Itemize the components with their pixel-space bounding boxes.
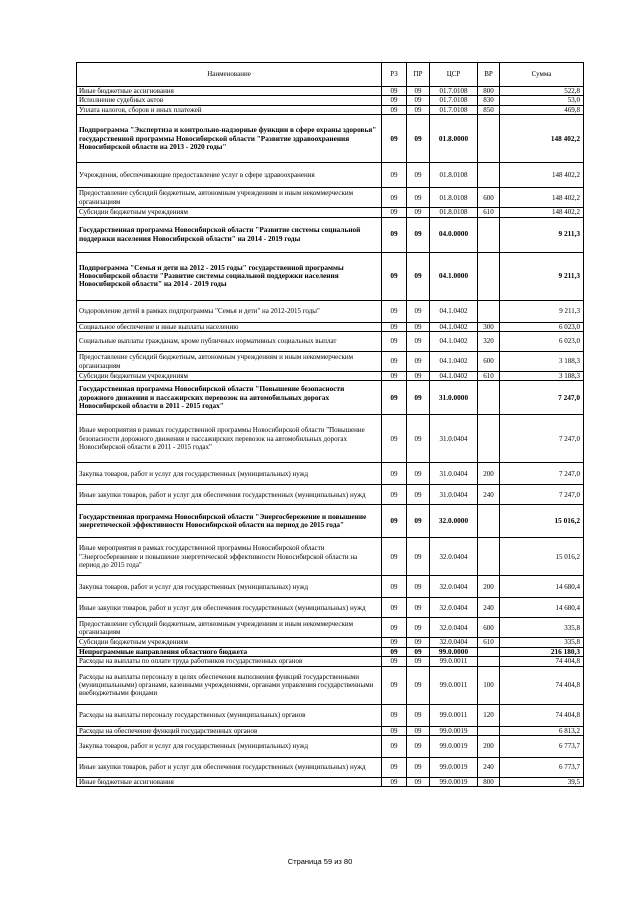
row-csr-cell: 31.0.0404	[430, 463, 478, 485]
row-vr-cell: 610	[478, 638, 500, 647]
row-csr-cell: 32.0.0404	[430, 638, 478, 647]
row-pr-cell: 09	[407, 115, 430, 163]
row-vr-cell: 800	[478, 778, 500, 787]
row-vr-cell: 240	[478, 485, 500, 505]
row-name-cell: Расходы на выплаты по оплате труда работников государственных органов	[77, 657, 382, 666]
row-pr-cell: 09	[407, 300, 430, 322]
row-sum-cell: 148 402,2	[500, 188, 584, 208]
row-sum-cell: 9 211,3	[500, 300, 584, 322]
row-rz-cell: 09	[382, 322, 407, 331]
row-csr-cell: 04.1.0402	[430, 332, 478, 352]
row-sum-cell: 3 188,3	[500, 352, 584, 372]
row-name-cell: Иные бюджетные ассигнования	[77, 778, 382, 787]
table-row	[77, 704, 584, 726]
row-sum-cell: 6 773,7	[500, 758, 584, 778]
row-pr-cell: 09	[407, 778, 430, 787]
row-name-cell: Подпрограмма "Экспертиза и контрольно-надзорные функции в сфере охраны здоровья" государственной программы Новосибирской области "Развитие здравоохранения Новосибирской области на 2013 - 2020 годы"	[77, 115, 382, 163]
row-name-cell: Субсидии бюджетным учреждениям	[77, 638, 382, 647]
row-pr-cell: 09	[407, 217, 430, 252]
row-name-cell: Закупка товаров, работ и услуг для государственных (муниципальных) нужд	[77, 463, 382, 485]
row-pr-cell: 09	[407, 372, 430, 381]
table-row	[77, 188, 584, 208]
table-row	[77, 252, 584, 300]
row-csr-cell: 99.0.0019	[430, 758, 478, 778]
row-rz-cell: 09	[382, 485, 407, 505]
row-pr-cell: 09	[407, 322, 430, 331]
row-vr-cell: 850	[478, 105, 500, 114]
row-vr-cell: 610	[478, 208, 500, 217]
row-rz-cell: 09	[382, 618, 407, 638]
row-pr-cell: 09	[407, 105, 430, 114]
row-sum-cell: 148 402,2	[500, 163, 584, 188]
row-name-cell: Расходы на обеспечение функций государственных органов	[77, 726, 382, 735]
row-csr-cell: 04.1.0000	[430, 252, 478, 300]
row-pr-cell: 09	[407, 598, 430, 618]
row-pr-cell: 09	[407, 638, 430, 647]
row-pr-cell: 09	[407, 647, 430, 656]
row-pr-cell: 09	[407, 758, 430, 778]
row-name-cell: Социальные выплаты гражданам, кроме публичных нормативных социальных выплат	[77, 332, 382, 352]
row-pr-cell: 09	[407, 505, 430, 538]
row-csr-cell: 01.7.0108	[430, 105, 478, 114]
row-vr-cell: 830	[478, 96, 500, 105]
row-vr-cell: 240	[478, 598, 500, 618]
row-sum-cell: 7 247,0	[500, 381, 584, 415]
row-vr-cell	[478, 647, 500, 656]
table-row	[77, 618, 584, 638]
row-csr-cell: 99.0.0011	[430, 657, 478, 666]
row-sum-cell: 74 404,8	[500, 666, 584, 704]
row-sum-cell: 148 402,2	[500, 115, 584, 163]
row-name-cell: Государственная программа Новосибирской области "Повышение безопасности дорожного движения и пассажирских перевозок на автомобильных дорогах Новосибирской области в 2011 - 2015 годах"	[77, 381, 382, 415]
row-csr-cell: 99.0.0000	[430, 647, 478, 656]
row-rz-cell: 09	[382, 188, 407, 208]
row-rz-cell: 09	[382, 87, 407, 96]
row-rz-cell: 09	[382, 505, 407, 538]
row-rz-cell: 09	[382, 657, 407, 666]
header-name: Наименование	[77, 63, 382, 87]
row-pr-cell: 09	[407, 618, 430, 638]
row-rz-cell: 09	[382, 415, 407, 463]
row-pr-cell: 09	[407, 208, 430, 217]
row-pr-cell: 09	[407, 704, 430, 726]
row-sum-cell: 335,8	[500, 638, 584, 647]
row-rz-cell: 09	[382, 598, 407, 618]
row-csr-cell: 31.0.0404	[430, 485, 478, 505]
row-rz-cell: 09	[382, 115, 407, 163]
row-vr-cell: 610	[478, 372, 500, 381]
row-name-cell: Предоставление субсидий бюджетным, автономным учреждениям и иным некоммерческим организациям	[77, 618, 382, 638]
table-row	[77, 736, 584, 758]
row-csr-cell: 04.1.0402	[430, 352, 478, 372]
row-vr-cell	[478, 538, 500, 576]
table-row	[77, 352, 584, 372]
row-pr-cell: 09	[407, 96, 430, 105]
row-vr-cell	[478, 115, 500, 163]
row-vr-cell	[478, 252, 500, 300]
row-name-cell: Расходы на выплаты персоналу государственных (муниципальных) органов	[77, 704, 382, 726]
row-sum-cell: 6 773,7	[500, 736, 584, 758]
row-rz-cell: 09	[382, 576, 407, 598]
row-vr-cell: 200	[478, 736, 500, 758]
table-row	[77, 778, 584, 787]
row-name-cell: Предоставление субсидий бюджетным, автономным учреждениям и иным некоммерческим организациям	[77, 352, 382, 372]
table-row	[77, 372, 584, 381]
row-sum-cell: 39,5	[500, 778, 584, 787]
table-row	[77, 666, 584, 704]
row-rz-cell: 09	[382, 300, 407, 322]
row-sum-cell: 6 023,0	[500, 322, 584, 331]
row-rz-cell: 09	[382, 105, 407, 114]
row-vr-cell: 600	[478, 188, 500, 208]
header-rz: РЗ	[382, 63, 407, 87]
row-csr-cell: 01.7.0108	[430, 96, 478, 105]
row-pr-cell: 09	[407, 381, 430, 415]
row-sum-cell: 9 211,3	[500, 252, 584, 300]
row-csr-cell: 99.0.0011	[430, 704, 478, 726]
row-sum-cell: 7 247,0	[500, 415, 584, 463]
row-csr-cell: 01.8.0108	[430, 163, 478, 188]
row-name-cell: Предоставление субсидий бюджетным, автономным учреждениям и иным некоммерческим организациям	[77, 188, 382, 208]
row-pr-cell: 09	[407, 332, 430, 352]
row-vr-cell	[478, 415, 500, 463]
row-name-cell: Закупка товаров, работ и услуг для государственных (муниципальных) нужд	[77, 736, 382, 758]
table-row	[77, 332, 584, 352]
row-name-cell: Иные бюджетные ассигнования	[77, 87, 382, 96]
row-name-cell: Подпрограмма "Семья и дети на 2012 - 2015 годы" государственной программы Новосибирской области "Развитие системы социальной поддержки населения Новосибирской области" на 2014 - 2019 годы	[77, 252, 382, 300]
row-name-cell: Оздоровление детей в рамках подпрограммы "Семья и дети" на 2012-2015 годы"	[77, 300, 382, 322]
row-vr-cell: 240	[478, 758, 500, 778]
table-row	[77, 105, 584, 114]
row-rz-cell: 09	[382, 217, 407, 252]
row-csr-cell: 32.0.0000	[430, 505, 478, 538]
row-sum-cell: 15 016,2	[500, 505, 584, 538]
row-sum-cell: 522,8	[500, 87, 584, 96]
row-vr-cell: 600	[478, 618, 500, 638]
row-vr-cell: 320	[478, 332, 500, 352]
row-sum-cell: 335,8	[500, 618, 584, 638]
table-row	[77, 163, 584, 188]
row-name-cell: Иные мероприятия в рамках государственной программы Новосибирской области "Повышение безопасности дорожного движения и пассажирских перевозок на автомобильных дорогах Новосибирской области в 2011 - 2015 годах"	[77, 415, 382, 463]
row-csr-cell: 99.0.0019	[430, 726, 478, 735]
header-pr: ПР	[407, 63, 430, 87]
table-row	[77, 726, 584, 735]
row-pr-cell: 09	[407, 485, 430, 505]
row-pr-cell: 09	[407, 415, 430, 463]
row-vr-cell	[478, 505, 500, 538]
row-vr-cell: 200	[478, 576, 500, 598]
row-vr-cell	[478, 657, 500, 666]
row-sum-cell: 3 188,3	[500, 372, 584, 381]
row-sum-cell: 7 247,0	[500, 463, 584, 485]
row-rz-cell: 09	[382, 208, 407, 217]
header-vr: ВР	[478, 63, 500, 87]
row-csr-cell: 32.0.0404	[430, 576, 478, 598]
row-csr-cell: 04.1.0402	[430, 300, 478, 322]
row-rz-cell: 09	[382, 758, 407, 778]
row-rz-cell: 09	[382, 352, 407, 372]
row-name-cell: Расходы на выплаты персоналу в целях обеспечения выполнения функций государственными (муниципальными) органами, казенными учреждениями, органами управления государственными внебюджетными фондами	[77, 666, 382, 704]
row-vr-cell: 600	[478, 352, 500, 372]
row-name-cell: Иные закупки товаров, работ и услуг для обеспечения государственных (муниципальных) нужд	[77, 758, 382, 778]
row-rz-cell: 09	[382, 647, 407, 656]
row-name-cell: Уплата налогов, сборов и иных платежей	[77, 105, 382, 114]
table-body	[77, 87, 584, 787]
table-row	[77, 657, 584, 666]
row-name-cell: Субсидии бюджетным учреждениям	[77, 208, 382, 217]
row-csr-cell: 01.8.0000	[430, 115, 478, 163]
table-row	[77, 505, 584, 538]
row-rz-cell: 09	[382, 704, 407, 726]
row-sum-cell: 9 211,3	[500, 217, 584, 252]
table-row	[77, 647, 584, 656]
budget-table-container	[76, 62, 583, 787]
row-vr-cell	[478, 300, 500, 322]
row-vr-cell: 800	[478, 87, 500, 96]
row-csr-cell: 01.7.0108	[430, 87, 478, 96]
row-pr-cell: 09	[407, 726, 430, 735]
row-csr-cell: 32.0.0404	[430, 598, 478, 618]
row-vr-cell	[478, 217, 500, 252]
row-name-cell: Субсидии бюджетным учреждениям	[77, 372, 382, 381]
row-name-cell: Государственная программа Новосибирской области "Энергосбережение и повышение энергетической эффективности Новосибирской области на период до 2015 года"	[77, 505, 382, 538]
row-pr-cell: 09	[407, 252, 430, 300]
row-rz-cell: 09	[382, 332, 407, 352]
row-pr-cell: 09	[407, 352, 430, 372]
row-sum-cell: 53,0	[500, 96, 584, 105]
row-csr-cell: 01.8.0108	[430, 208, 478, 217]
table-row	[77, 758, 584, 778]
row-rz-cell: 09	[382, 463, 407, 485]
row-pr-cell: 09	[407, 538, 430, 576]
row-vr-cell: 120	[478, 704, 500, 726]
row-sum-cell: 7 247,0	[500, 485, 584, 505]
table-row	[77, 96, 584, 105]
page-number: Страница 59 из 80	[287, 857, 353, 866]
table-row	[77, 598, 584, 618]
header-csr: ЦСР	[430, 63, 478, 87]
row-rz-cell: 09	[382, 726, 407, 735]
row-vr-cell: 200	[478, 463, 500, 485]
table-row	[77, 415, 584, 463]
row-vr-cell: 100	[478, 666, 500, 704]
row-csr-cell: 32.0.0404	[430, 618, 478, 638]
row-csr-cell: 99.0.0011	[430, 666, 478, 704]
row-rz-cell: 09	[382, 666, 407, 704]
row-pr-cell: 09	[407, 576, 430, 598]
row-rz-cell: 09	[382, 778, 407, 787]
row-rz-cell: 09	[382, 372, 407, 381]
row-pr-cell: 09	[407, 163, 430, 188]
row-sum-cell: 74 404,8	[500, 704, 584, 726]
table-row	[77, 463, 584, 485]
row-csr-cell: 99.0.0019	[430, 736, 478, 758]
row-sum-cell: 74 404,8	[500, 657, 584, 666]
row-sum-cell: 15 016,2	[500, 538, 584, 576]
row-csr-cell: 32.0.0404	[430, 538, 478, 576]
row-sum-cell: 6 813,2	[500, 726, 584, 735]
row-csr-cell: 31.0.0000	[430, 381, 478, 415]
row-sum-cell: 216 180,3	[500, 647, 584, 656]
row-pr-cell: 09	[407, 666, 430, 704]
row-vr-cell	[478, 381, 500, 415]
row-csr-cell: 99.0.0019	[430, 778, 478, 787]
row-rz-cell: 09	[382, 96, 407, 105]
row-vr-cell: 300	[478, 322, 500, 331]
row-name-cell: Непрограммные направления областного бюджета	[77, 647, 382, 656]
row-pr-cell: 09	[407, 463, 430, 485]
row-name-cell: Государственная программа Новосибирской области "Развитие системы социальной поддержки населения Новосибирской области" на 2014 - 2019 годы	[77, 217, 382, 252]
row-pr-cell: 09	[407, 736, 430, 758]
header-sum: Сумма	[500, 63, 584, 87]
row-pr-cell: 09	[407, 87, 430, 96]
table-row	[77, 300, 584, 322]
row-name-cell: Исполнение судебных актов	[77, 96, 382, 105]
budget-table	[76, 62, 584, 787]
row-sum-cell: 14 680,4	[500, 576, 584, 598]
table-row	[77, 638, 584, 647]
table-row	[77, 322, 584, 331]
row-vr-cell	[478, 163, 500, 188]
row-sum-cell: 469,8	[500, 105, 584, 114]
table-row	[77, 115, 584, 163]
row-pr-cell: 09	[407, 657, 430, 666]
table-row	[77, 381, 584, 415]
row-name-cell: Социальное обеспечение и иные выплаты населению	[77, 322, 382, 331]
row-pr-cell: 09	[407, 188, 430, 208]
row-rz-cell: 09	[382, 381, 407, 415]
table-row	[77, 485, 584, 505]
row-name-cell: Иные закупки товаров, работ и услуг для обеспечения государственных (муниципальных) нужд	[77, 485, 382, 505]
row-csr-cell: 31.0.0404	[430, 415, 478, 463]
row-name-cell: Иные закупки товаров, работ и услуг для обеспечения государственных (муниципальных) нужд	[77, 598, 382, 618]
row-name-cell: Учреждения, обеспечивающие предоставление услуг в сфере здравоохранения	[77, 163, 382, 188]
row-csr-cell: 04.1.0402	[430, 372, 478, 381]
table-row	[77, 538, 584, 576]
row-sum-cell: 148 402,2	[500, 208, 584, 217]
table-row	[77, 208, 584, 217]
table-row	[77, 576, 584, 598]
row-rz-cell: 09	[382, 638, 407, 647]
table-row	[77, 87, 584, 96]
row-csr-cell: 04.1.0402	[430, 322, 478, 331]
row-rz-cell: 09	[382, 736, 407, 758]
row-rz-cell: 09	[382, 538, 407, 576]
row-sum-cell: 14 680,4	[500, 598, 584, 618]
row-vr-cell	[478, 726, 500, 735]
row-name-cell: Иные мероприятия в рамках государственной программы Новосибирской области "Энергосбережение и повышение энергетической эффективности Новосибирской области на период до 2015 года"	[77, 538, 382, 576]
row-sum-cell: 6 023,0	[500, 332, 584, 352]
row-name-cell: Закупка товаров, работ и услуг для государственных (муниципальных) нужд	[77, 576, 382, 598]
row-rz-cell: 09	[382, 252, 407, 300]
table-header-row	[77, 63, 584, 87]
row-csr-cell: 01.8.0108	[430, 188, 478, 208]
row-rz-cell: 09	[382, 163, 407, 188]
row-csr-cell: 04.0.0000	[430, 217, 478, 252]
table-row	[77, 217, 584, 252]
